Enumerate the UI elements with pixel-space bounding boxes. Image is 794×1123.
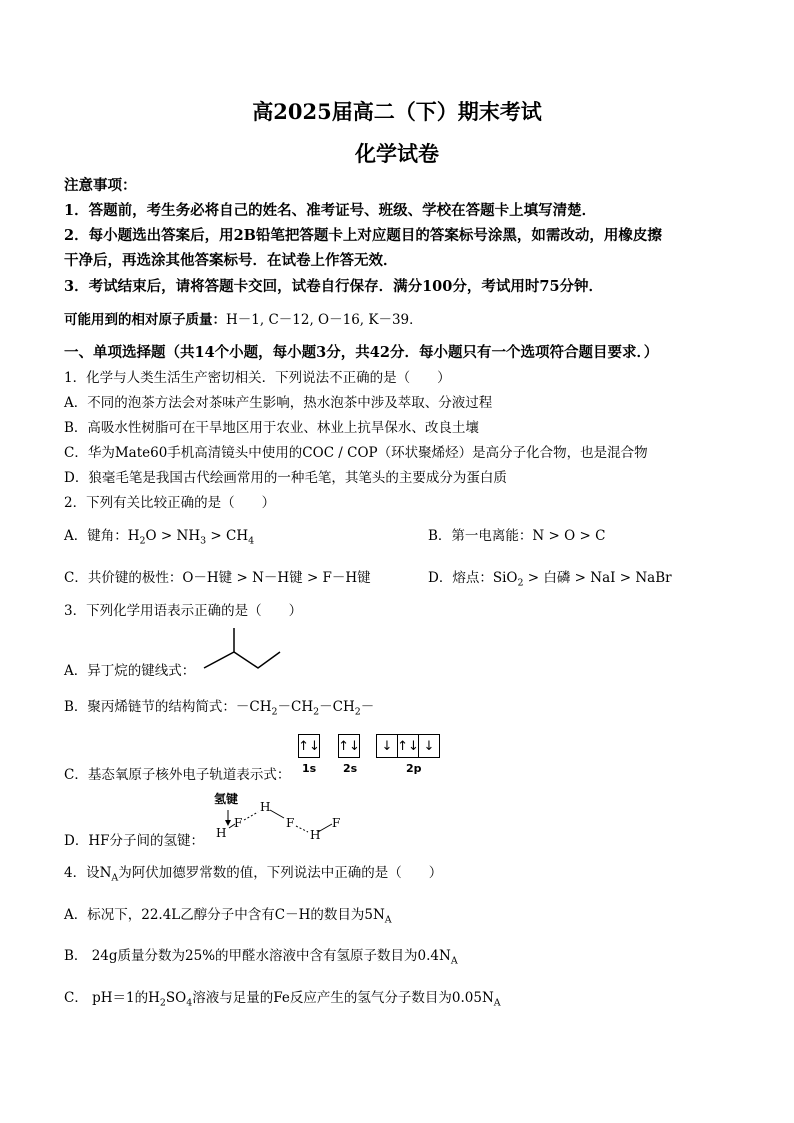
atomic-mass-values: H－1, C－12, O－16, K－39． bbox=[226, 312, 423, 328]
atom-f: F bbox=[332, 816, 341, 830]
q3-stem: 3．下列化学用语表示正确的是（ ） bbox=[64, 603, 303, 619]
q2-d-rest: > 白磷 > NaI > NaBr bbox=[523, 570, 672, 586]
q4-b-text: B． 24g质量分数为25%的甲醛水溶液中含有氢原子数目为0.4 bbox=[64, 948, 440, 964]
q2-d-prefix: D．熔点： bbox=[428, 570, 493, 586]
orbital-cell: ↑↓ bbox=[398, 735, 419, 757]
orbital-2p-box bbox=[376, 734, 440, 758]
note-3: 3．考试结束后，请将答题卡交回，试卷自行保存．满分100分，考试用时75分钟． bbox=[64, 278, 604, 295]
exam-subtitle: 化学试卷 bbox=[355, 141, 439, 166]
q1-option-a: A．不同的泡茶方法会对茶味产生影响，热水泡茶中涉及萃取、分液过程 bbox=[64, 395, 493, 411]
q1-stem: 1．化学与人类生活生产密切相关．下列说法不正确的是（ ） bbox=[64, 370, 451, 386]
exam-title: 高2025届高二（下）期末考试 bbox=[252, 99, 542, 124]
q3-option-d: D．HF分子间的氢键： bbox=[64, 833, 204, 849]
q4-option-a: A．标况下，22.4L乙醇分子中含有C－H的数目为$5N_A$ bbox=[64, 907, 392, 926]
hbond-label: 氢键 bbox=[214, 792, 239, 806]
q3-option-c: C．基态氧原子核外电子轨道表示式： bbox=[64, 767, 291, 783]
q3-b-prefix: B．聚丙烯链节的结构简式： bbox=[64, 699, 236, 715]
orbital-label-2s: 2s bbox=[343, 762, 358, 775]
q1-option-b: B．高吸水性树脂可在干旱地区用于农业、林业上抗旱保水、改良土壤 bbox=[64, 420, 479, 436]
atom-f: F bbox=[234, 816, 243, 830]
isobutane-skeletal-structure bbox=[196, 624, 286, 672]
orbital-2s-box bbox=[338, 734, 360, 758]
q4-c-prefix: C． pH＝1的 bbox=[64, 990, 149, 1006]
atom-h: H bbox=[216, 826, 227, 840]
orbital-cell: ↓ bbox=[423, 738, 435, 754]
atomic-mass-label: 可能用到的相对原子质量： bbox=[64, 312, 226, 328]
orbital-1s-box bbox=[298, 734, 320, 758]
q1-option-d: D．狼毫毛笔是我国古代绘画常用的一种毛笔，其笔头的主要成分为蛋白质 bbox=[64, 470, 507, 486]
orbital-label-1s: 1s bbox=[302, 762, 317, 775]
note-2b: 干净后，再选涂其他答案标号．在试卷上作答无效． bbox=[64, 252, 398, 269]
atomic-mass-line bbox=[64, 308, 423, 328]
q1-option-c: C．华为Mate60手机高清镜头中使用的COC / COP（环状聚烯烃）是高分子化合物，也是混合物 bbox=[64, 445, 648, 461]
q4-stem-prefix: 4．设 bbox=[64, 865, 100, 881]
oxygen-orbital-diagram bbox=[298, 734, 458, 778]
atom-h: H bbox=[310, 828, 321, 842]
q4-option-c: C． pH＝1的$H_2SO_4$溶液与足量的Fe反应产生的氢气分子数目为$0.05N_A$ bbox=[64, 990, 501, 1009]
q3-option-a: A．异丁烷的键线式： bbox=[64, 663, 196, 679]
q2-stem: 2．下列有关比较正确的是（ ） bbox=[64, 495, 276, 511]
q2-option-b: B．第一电离能：N > O > C bbox=[428, 528, 606, 544]
hf-hydrogen-bond-diagram bbox=[208, 788, 358, 848]
q4-option-b: B． 24g质量分数为25%的甲醛水溶液中含有氢原子数目为$0.4N_A$ bbox=[64, 948, 458, 967]
q4-stem: 4．设$N_A$为阿伏加德罗常数的值，下列说法中正确的是（ ） bbox=[64, 865, 443, 884]
q2-a-prefix: A．键角： bbox=[64, 528, 128, 544]
notes-heading: 注意事项： bbox=[64, 177, 137, 194]
q2-option-d: D．熔点：SiO$_2$ > 白磷 > NaI > NaBr bbox=[428, 570, 672, 589]
q2-option-a: A．键角：$H_2O > NH_3 > CH_4$ bbox=[64, 528, 255, 547]
q4-stem-suffix: 为阿伏加德罗常数的值，下列说法中正确的是（ ） bbox=[118, 865, 443, 881]
orbital-cell: ↑↓ bbox=[298, 738, 320, 754]
q3-option-b: B．聚丙烯链节的结构简式：$-CH_2-CH_2-CH_2-$ bbox=[64, 699, 375, 718]
q4-a-text: A．标况下，22.4L乙醇分子中含有C－H的数目为5 bbox=[64, 907, 373, 923]
orbital-label-2p: 2p bbox=[406, 762, 422, 775]
note-1: 1．答题前，考生务必将自己的姓名、准考证号、班级、学校在答题卡上填写清楚． bbox=[64, 202, 597, 219]
atom-f: F bbox=[286, 816, 295, 830]
atom-h: H bbox=[260, 800, 271, 814]
orbital-cell: ↑↓ bbox=[338, 738, 360, 754]
q4-c-mid: 溶液与足量的Fe反应产生的氢气分子数目为0.05 bbox=[192, 990, 482, 1006]
orbital-cell: ↓ bbox=[377, 735, 398, 757]
section-heading: 一、单项选择题（共14个小题，每小题3分，共42分．每小题只有一个选项符合题目要求．） bbox=[64, 344, 659, 361]
note-2a: 2．每小题选出答案后，用2B铅笔把答题卡上对应题目的答案标号涂黑，如需改动，用橡皮擦 bbox=[64, 227, 662, 244]
q2-option-c: C．共价键的极性：O－H键 > N－H键 > F－H键 bbox=[64, 570, 371, 586]
